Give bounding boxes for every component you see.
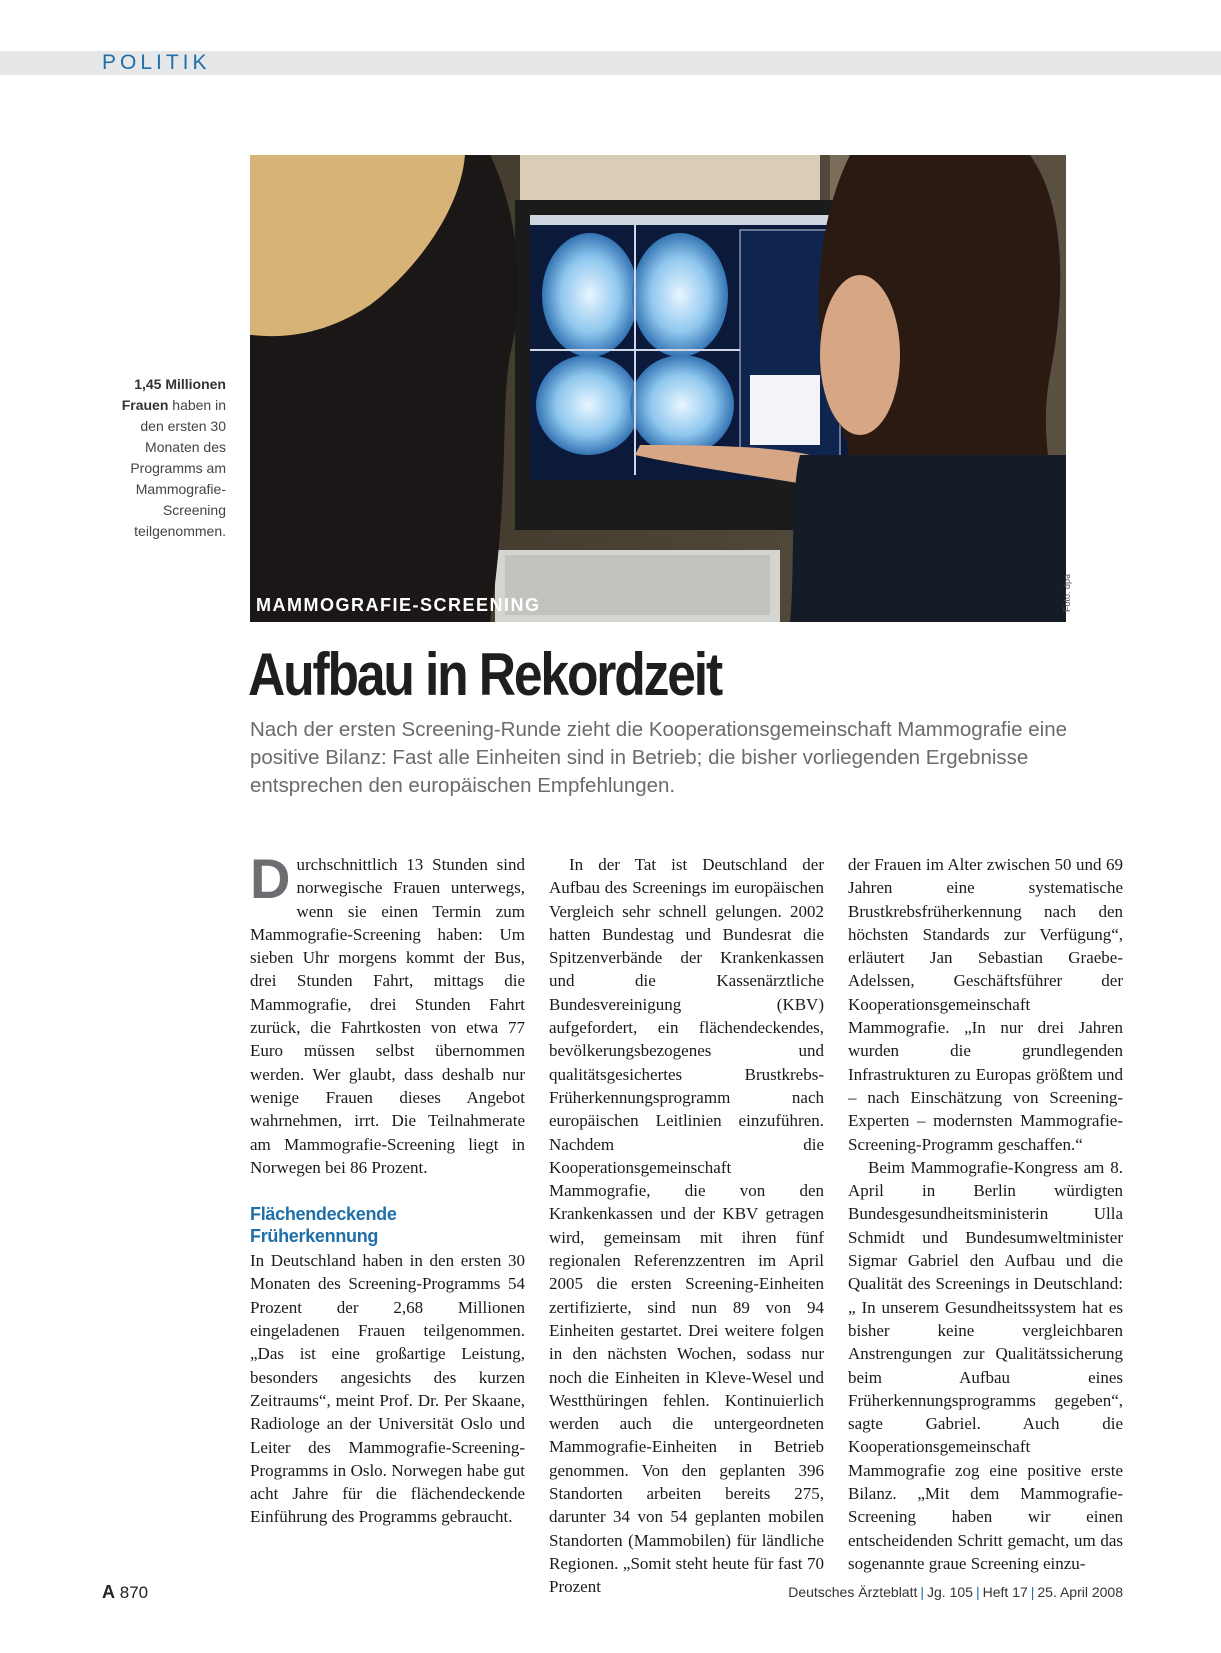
page-prefix: A — [102, 1582, 115, 1602]
section-label: POLITIK — [102, 51, 211, 74]
journal-date: 25. April 2008 — [1037, 1584, 1123, 1600]
caption-bold: 1,45 Millionen Frauen — [121, 376, 226, 413]
journal-issue: Heft 17 — [982, 1584, 1028, 1600]
page-number-value: 870 — [119, 1583, 149, 1602]
kicker: MAMMOGRAFIE-SCREENING — [256, 595, 541, 615]
journal-volume: Jg. 105 — [927, 1584, 973, 1600]
body-paragraph-5: Beim Mammografie-Kongress am 8. April in Berlin würdigten Bundesgesundheitsministerin Ulla Schmidt und Bundesumweltminister Sigmar Gabriel den Aufbau und die Qualität des Screenings in Deutschland: „ In unserem Gesundheitssystem hat es bisher keine vergleichbaren Anstrengungen zur Qualitätssicherung beim Aufbau eines Früherkennungsprogramms gegeben“, sagte Gabriel. Auch die Kooperationsgemeinschaft Mammografie zog eine positive erste Bilanz. „Mit dem Mammografie-Screening haben wir einen entscheidenden Schritt gemacht, um das sogenannte graue Screening einzu- — [848, 1157, 1123, 1573]
lead-paragraph: Nach der ersten Screening-Runde zieht die Kooperationsgemeinschaft Mammografie eine positive Bilanz: Fast alle Einheiten sind in Betrieb; die bisher vorliegenden Ergebnisse entsprechen den europäischen Empfehlungen. — [250, 718, 1068, 797]
body-paragraph-4: der Frauen im Alter zwischen 50 und 69 Jahren eine systematische Brustkrebsfrüherkennung nach den höchsten Standards zur Verfügung“, erläutert Jan Sebastian Graebe-Adelssen, Geschäftsführer der Kooperationsgemeinschaft Mammografie. „In nur drei Jahren wurden die grundlegenden Infrastrukturen zu Europas größtem und – nach Einschätzung von Screening-Experten – modernsten Mammografie-Screening-Programm geschaffen.“ — [848, 855, 1123, 1154]
subheading: Flächendeckende Früherkennung — [250, 1204, 397, 1247]
body-column-3 — [848, 853, 1123, 1575]
page-number — [102, 1582, 148, 1603]
body-paragraph-1 — [250, 847, 525, 1179]
journal-name: Deutsches Ärzteblatt — [788, 1584, 918, 1600]
body-paragraph-3: In der Tat ist Deutschland der Aufbau des Screenings im europäischen Vergleich sehr schnell gelungen. 2002 hatten Bundestag und Bundesrat die Spitzenverbände der Krankenkassen und die Kassenärztliche Bundesvereinigung (KBV) aufgefordert, ein flächendeckendes, bevölkerungsbezogenes und qualitätsgesichertes Brustkrebs-Früherkennungsprogramm nach europäischen Leitlinien einzuführen. Nachdem die Kooperationsgemeinschaft Mammografie, die von den Krankenkassen und der KBV getragen wird, gemeinsam mit ihren fünf regionalen Referenzzentren im April 2005 die ersten Screening-Einheiten zertifizierte, sind nun 89 von 94 Einheiten gestartet. Drei weitere folgen in den nächsten Wochen, sodass nur noch die Einheiten in Kleve-Wesel und Westthüringen fehlen. Kontinuierlich werden auch die untergeordneten Mammografie-Einheiten in Betrieb genommen. Von den geplanten 396 Standorten arbeiten bereits 275, darunter 34 von 54 geplanten mobilen Standorten (Mammobilen) für ländliche Regionen. „Somit steht heute für fast 70 Prozent — [549, 855, 824, 1597]
photo-illustration — [250, 155, 1066, 622]
headline: Aufbau in Rekordzeit — [248, 641, 722, 708]
body-column-1 — [250, 847, 525, 1529]
article-photo — [250, 155, 1066, 622]
journal-footer: Deutsches Ärzteblatt | Jg. 105 | Heft 17 | 25. April 2008 — [788, 1584, 1123, 1600]
photo-credit: Foto: dpa — [1062, 573, 1072, 612]
photo-caption — [98, 374, 226, 542]
caption-text: haben in den ersten 30 Monaten des Programms am Mammografie-Screening teilgenommen. — [130, 397, 226, 539]
body-column-2 — [549, 853, 824, 1599]
body-paragraph-2: In Deutschland haben in den ersten 30 Monaten des Screening-Programms 54 Prozent der 2,68 Millionen eingeladenen Frauen teilgenommen. „Das ist eine großartige Leistung, besonders angesichts des kurzen Zeitraums“, meint Prof. Dr. Per Skaane, Radiologe an der Universität Oslo und Leiter des Mammografie-Screening-Programms in Oslo. Norwegen habe gut acht Jahre für die flächendeckende Einführung des Programms gebraucht. — [250, 1251, 525, 1527]
paragraph-text: urchschnittlich 13 Stunden sind norwegische Frauen unterwegs, wenn sie einen Termin zum Mammografie-Screening haben: Um sieben Uhr morgens kommt der Bus, drei Stunden Fahrt, mittags die Mammografie, drei Stunden Fahrt zurück, die Fahrtkosten von etwa 77 Euro müssen selbst übernommen werden. Wer glaubt, dass deshalb nur wenige Frauen dieses Angebot wahrnehmen, irrt. Die Teilnahmerate am Mammografie-Screening liegt in Norwegen bei 86 Prozent. — [250, 855, 525, 1177]
drop-cap: D — [250, 847, 291, 910]
